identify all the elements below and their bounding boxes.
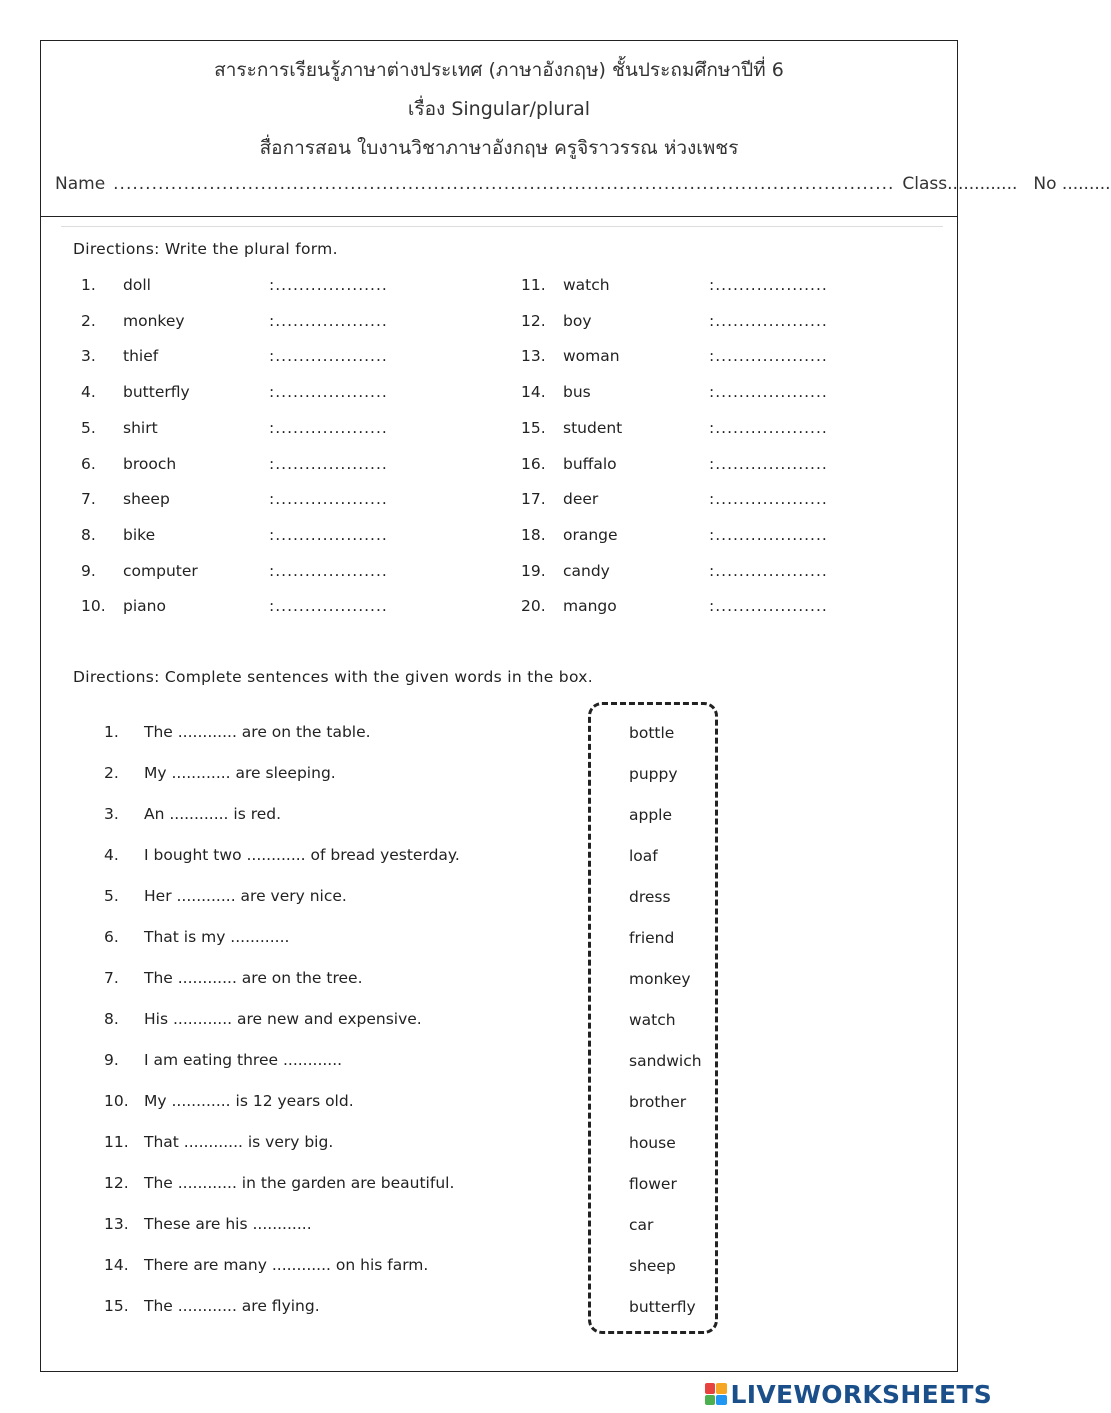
plural-item (521, 419, 941, 443)
word-bank-word: puppy (629, 765, 678, 783)
sentence-number: 13. (104, 1215, 129, 1233)
item-number: 20. (521, 597, 546, 616)
item-number: 1. (81, 276, 96, 294)
answer-blank[interactable]: :................... (709, 418, 828, 437)
sentence-text[interactable]: The ............ are on the tree. (144, 969, 363, 987)
plural-item (521, 597, 941, 621)
item-word: sheep (123, 490, 170, 509)
word-bank-word: car (629, 1216, 654, 1234)
sentence-number: 9. (104, 1051, 119, 1069)
section-divider (61, 226, 943, 227)
sentence-item (104, 969, 363, 987)
word-bank-word: sheep (629, 1257, 676, 1275)
word-bank-word: brother (629, 1093, 687, 1111)
answer-blank[interactable]: :................... (709, 311, 828, 330)
answer-blank[interactable]: :................... (269, 525, 388, 544)
student-info-line (55, 174, 1111, 194)
answer-blank[interactable]: :................... (269, 311, 388, 330)
sentence-item (104, 1215, 312, 1233)
liveworksheets-logo (705, 1381, 992, 1407)
answer-blank[interactable]: :................... (709, 276, 828, 294)
sentence-text[interactable]: The ............ are flying. (144, 1297, 320, 1315)
item-number: 10. (81, 597, 106, 616)
sentence-number: 5. (104, 887, 119, 905)
sentence-text[interactable]: That ............ is very big. (144, 1133, 334, 1151)
sentence-number: 1. (104, 723, 119, 741)
item-number: 9. (81, 561, 96, 580)
sentence-item (104, 1051, 342, 1069)
word-bank-word: sandwich (629, 1052, 702, 1070)
item-number: 19. (521, 561, 546, 580)
worksheet-header (41, 41, 1111, 217)
item-word: bike (123, 525, 156, 544)
sentence-number: 15. (104, 1297, 129, 1315)
item-word: boy (563, 311, 592, 330)
item-word: butterfly (123, 383, 190, 402)
item-number: 5. (81, 418, 96, 437)
answer-blank[interactable]: :................... (709, 347, 828, 366)
answer-blank[interactable]: :................... (269, 276, 388, 294)
plural-item (81, 526, 501, 550)
sentence-item (104, 928, 289, 946)
plural-item (521, 276, 941, 300)
class-field[interactable]: Class............. (902, 174, 1018, 194)
sentence-number: 6. (104, 928, 119, 946)
word-bank-word: bottle (629, 724, 675, 742)
sentence-number: 4. (104, 846, 119, 864)
sentence-item (104, 1092, 354, 1110)
item-word: watch (563, 276, 610, 294)
logo-squares-icon (705, 1383, 727, 1405)
plural-item (81, 276, 501, 300)
plural-item (81, 562, 501, 586)
item-number: 8. (81, 525, 96, 544)
word-bank-word: loaf (629, 847, 658, 865)
answer-blank[interactable]: :................... (269, 454, 388, 473)
sentence-number: 8. (104, 1010, 119, 1028)
sentence-text[interactable]: The ............ are on the table. (144, 723, 371, 741)
word-bank-word: watch (629, 1011, 676, 1029)
word-bank-word: monkey (629, 970, 691, 988)
worksheet-page (40, 40, 1111, 1372)
plural-item (81, 419, 501, 443)
plural-item (521, 347, 941, 371)
item-word: monkey (123, 311, 185, 330)
sentence-item (104, 1174, 454, 1192)
item-word: piano (123, 597, 166, 616)
item-word: orange (563, 525, 618, 544)
item-number: 2. (81, 311, 96, 330)
sentence-text[interactable]: The ............ in the garden are beautiful. (144, 1174, 455, 1192)
answer-blank[interactable]: :................... (269, 490, 388, 509)
sentence-item (104, 887, 347, 905)
word-bank-word: flower (629, 1175, 677, 1193)
answer-blank[interactable]: :................... (709, 525, 828, 544)
number-field[interactable]: No ......... (1033, 174, 1111, 194)
sentence-item (104, 805, 281, 823)
answer-blank[interactable]: :................... (709, 597, 828, 616)
item-number: 13. (521, 347, 546, 366)
word-bank-word: friend (629, 929, 675, 947)
sentence-number: 14. (104, 1256, 129, 1274)
item-number: 18. (521, 525, 546, 544)
word-bank-word: house (629, 1134, 676, 1152)
item-number: 7. (81, 490, 96, 509)
word-bank-word: butterfly (629, 1298, 696, 1316)
sentence-item (104, 1297, 320, 1315)
sentence-number: 10. (104, 1092, 129, 1110)
item-word: brooch (123, 454, 177, 473)
sentence-item (104, 846, 460, 864)
header-subject: สาระการเรียนรู้ภาษาต่างประเทศ (ภาษาอังกฤษ) ชั้นประถมศึกษาปีที่ 6 (214, 59, 784, 81)
answer-blank[interactable]: :................... (269, 597, 388, 616)
name-field[interactable]: .......................................................................................................................... (113, 174, 895, 194)
plural-item (521, 383, 941, 407)
sentence-item (104, 1256, 428, 1274)
item-number: 12. (521, 311, 546, 330)
item-number: 14. (521, 383, 546, 402)
answer-blank[interactable]: :................... (709, 490, 828, 509)
item-number: 3. (81, 347, 96, 366)
answer-blank[interactable]: :................... (269, 561, 388, 580)
answer-blank[interactable]: :................... (709, 561, 828, 580)
sentence-text[interactable]: An ............ is red. (144, 805, 282, 823)
answer-blank[interactable]: :................... (269, 418, 388, 437)
plural-item (81, 347, 501, 371)
item-word: candy (563, 561, 610, 580)
item-word: woman (563, 347, 620, 366)
answer-blank[interactable]: :................... (269, 383, 388, 402)
section1-directions: Directions: Write the plural form. (73, 240, 338, 258)
item-number: 17. (521, 490, 546, 509)
sentence-number: 2. (104, 764, 119, 782)
item-word: bus (563, 383, 591, 402)
sentence-text[interactable]: That is my ............ (144, 928, 290, 946)
sentence-text[interactable]: I bought two ............ of bread yesterday. (144, 846, 460, 864)
sentence-item (104, 723, 371, 741)
answer-blank[interactable]: :................... (709, 383, 828, 402)
item-number: 16. (521, 454, 546, 473)
section2-directions: Directions: Complete sentences with the given words in the box. (73, 668, 593, 686)
word-bank-word: dress (629, 888, 671, 906)
sentence-text[interactable]: There are many ............ on his farm. (144, 1256, 429, 1274)
item-number: 15. (521, 418, 546, 437)
plural-item (81, 312, 501, 336)
word-bank-word: apple (629, 806, 673, 824)
item-number: 11. (521, 276, 546, 294)
sentence-item (104, 764, 336, 782)
plural-item (521, 562, 941, 586)
name-label: Name (55, 174, 106, 194)
item-word: shirt (123, 418, 158, 437)
item-word: thief (123, 347, 159, 366)
sentence-text[interactable]: My ............ is 12 years old. (144, 1092, 354, 1110)
plural-item (521, 526, 941, 550)
sentence-number: 7. (104, 969, 119, 987)
item-word: computer (123, 561, 198, 580)
header-topic: เรื่อง Singular/plural (407, 98, 591, 120)
word-bank-box (588, 702, 718, 1334)
plural-item (81, 490, 501, 514)
item-number: 6. (81, 454, 96, 473)
plural-item (81, 597, 501, 621)
sentence-text[interactable]: His ............ are new and expensive. (144, 1010, 422, 1028)
sentence-item (104, 1010, 422, 1028)
plural-item (521, 490, 941, 514)
sentence-text[interactable]: I am eating three ............ (144, 1051, 343, 1069)
plural-item (521, 312, 941, 336)
header-teacher: สื่อการสอน ใบงานวิชาภาษาอังกฤษ ครูจิราวรรณ ห่วงเพชร (259, 137, 739, 159)
item-word: deer (563, 490, 599, 509)
sentence-number: 12. (104, 1174, 129, 1192)
plural-item (81, 383, 501, 407)
plural-item (521, 455, 941, 479)
sentence-number: 11. (104, 1133, 129, 1151)
item-word: student (563, 418, 623, 437)
plural-item (81, 455, 501, 479)
item-word: buffalo (563, 454, 617, 473)
answer-blank[interactable]: :................... (709, 454, 828, 473)
logo-text: LIVEWORKSHEETS (730, 1379, 992, 1409)
sentence-item (104, 1133, 333, 1151)
sentence-number: 3. (104, 805, 119, 823)
item-word: mango (563, 597, 617, 616)
item-word: doll (123, 276, 151, 294)
answer-blank[interactable]: :................... (269, 347, 388, 366)
sentence-text[interactable]: My ............ are sleeping. (144, 764, 336, 782)
sentence-text[interactable]: Her ............ are very nice. (144, 887, 347, 905)
sentence-text[interactable]: These are his ............ (144, 1215, 312, 1233)
item-number: 4. (81, 383, 96, 402)
